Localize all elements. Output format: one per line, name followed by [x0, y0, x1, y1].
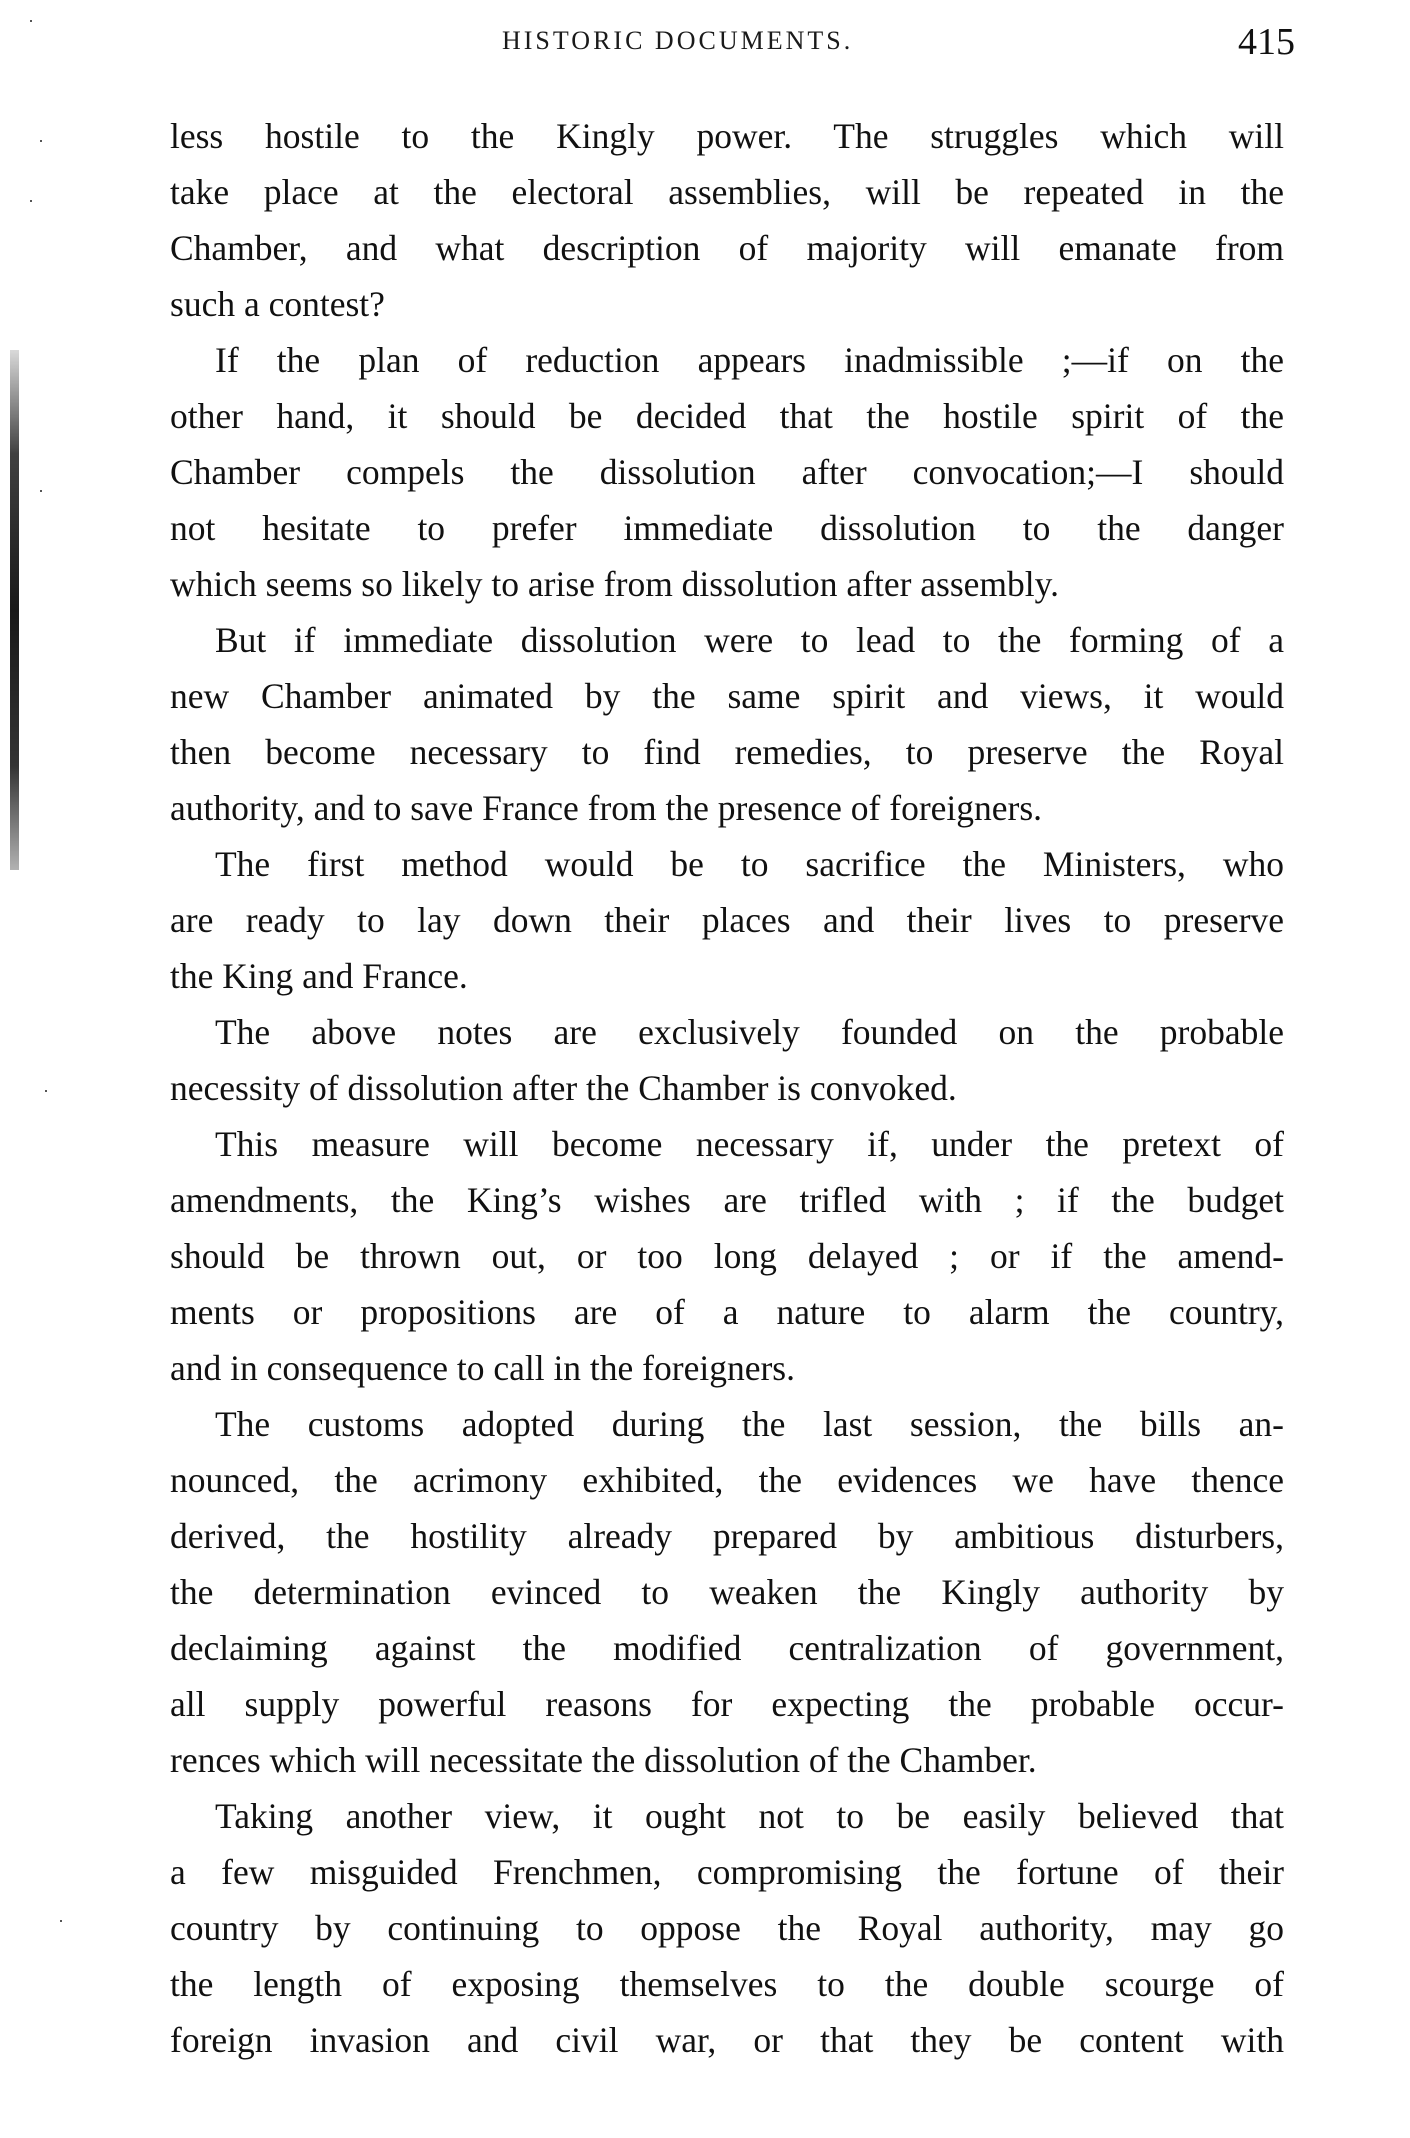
paragraph — [170, 332, 1284, 612]
text-line: should be thrown out, or too long delayed ; or if the amend- — [170, 1236, 1284, 1276]
text-line: all supply powerful reasons for expecting the probable occur- — [170, 1684, 1284, 1724]
running-head — [0, 20, 1410, 70]
scan-speck — [40, 490, 42, 492]
text-line: The above notes are exclusively founded on the probable — [215, 1012, 1284, 1052]
text-line: Taking another view, it ought not to be easily believed that — [215, 1796, 1284, 1836]
scan-speck — [30, 200, 32, 202]
text-line: less hostile to the Kingly power. The struggles which will — [170, 116, 1284, 156]
text-line: such a contest? — [170, 284, 385, 324]
text-line: then become necessary to find remedies, to preserve the Royal — [170, 732, 1284, 772]
text-line: But if immediate dissolution were to lead to the forming of a — [215, 620, 1284, 660]
text-line: amendments, the King’s wishes are trifled with ; if the budget — [170, 1180, 1284, 1220]
text-line: declaiming against the modified centralization of government, — [170, 1628, 1284, 1668]
scan-speck — [45, 1090, 47, 1092]
text-line: new Chamber animated by the same spirit and views, it would — [170, 676, 1284, 716]
text-line: This measure will become necessary if, under the pretext of — [215, 1124, 1284, 1164]
paragraph — [170, 1116, 1284, 1396]
text-line: ments or propositions are of a nature to alarm the country, — [170, 1292, 1284, 1332]
text-line: other hand, it should be decided that the hostile spirit of the — [170, 396, 1284, 436]
binding-shadow — [10, 350, 19, 870]
text-line: authority, and to save France from the presence of foreigners. — [170, 788, 1043, 828]
paragraph — [170, 612, 1284, 836]
text-line: and in consequence to call in the foreigners. — [170, 1348, 795, 1388]
scan-speck — [40, 140, 42, 142]
running-head-title: HISTORIC DOCUMENTS. — [502, 26, 854, 55]
body-text — [170, 108, 1284, 2068]
text-line: are ready to lay down their places and their lives to preserve — [170, 900, 1284, 940]
text-line: necessity of dissolution after the Chamber is convoked. — [170, 1068, 957, 1108]
paragraph — [170, 1788, 1284, 2068]
scan-speck — [60, 1920, 62, 1922]
text-line: country by continuing to oppose the Royal authority, may go — [170, 1908, 1284, 1948]
text-line: not hesitate to prefer immediate dissolution to the danger — [170, 508, 1284, 548]
text-line: Chamber compels the dissolution after convocation;—I should — [170, 452, 1284, 492]
text-line: Chamber, and what description of majority will emanate from — [170, 228, 1284, 268]
page-number: 415 — [1238, 21, 1295, 63]
text-line: rences which will necessitate the dissolution of the Chamber. — [170, 1740, 1037, 1780]
text-line: which seems so likely to arise from dissolution after assembly. — [170, 564, 1059, 604]
text-line: the determination evinced to weaken the Kingly authority by — [170, 1572, 1284, 1612]
text-line: the King and France. — [170, 956, 468, 996]
text-line: The customs adopted during the last session, the bills an- — [215, 1404, 1284, 1444]
text-line: derived, the hostility already prepared by ambitious disturbers, — [170, 1516, 1284, 1556]
paragraph — [170, 1396, 1284, 1788]
text-line: The first method would be to sacrifice the Ministers, who — [215, 844, 1284, 884]
text-line: foreign invasion and civil war, or that they be content with — [170, 2020, 1284, 2060]
paragraph — [170, 836, 1284, 1004]
paragraph — [170, 1004, 1284, 1116]
paragraph — [170, 108, 1284, 332]
text-line: take place at the electoral assemblies, will be repeated in the — [170, 172, 1284, 212]
text-line: the length of exposing themselves to the double scourge of — [170, 1964, 1284, 2004]
text-line: nounced, the acrimony exhibited, the evidences we have thence — [170, 1460, 1284, 1500]
text-line: a few misguided Frenchmen, compromising the fortune of their — [170, 1852, 1284, 1892]
text-line: If the plan of reduction appears inadmissible ;—if on the — [215, 340, 1284, 380]
